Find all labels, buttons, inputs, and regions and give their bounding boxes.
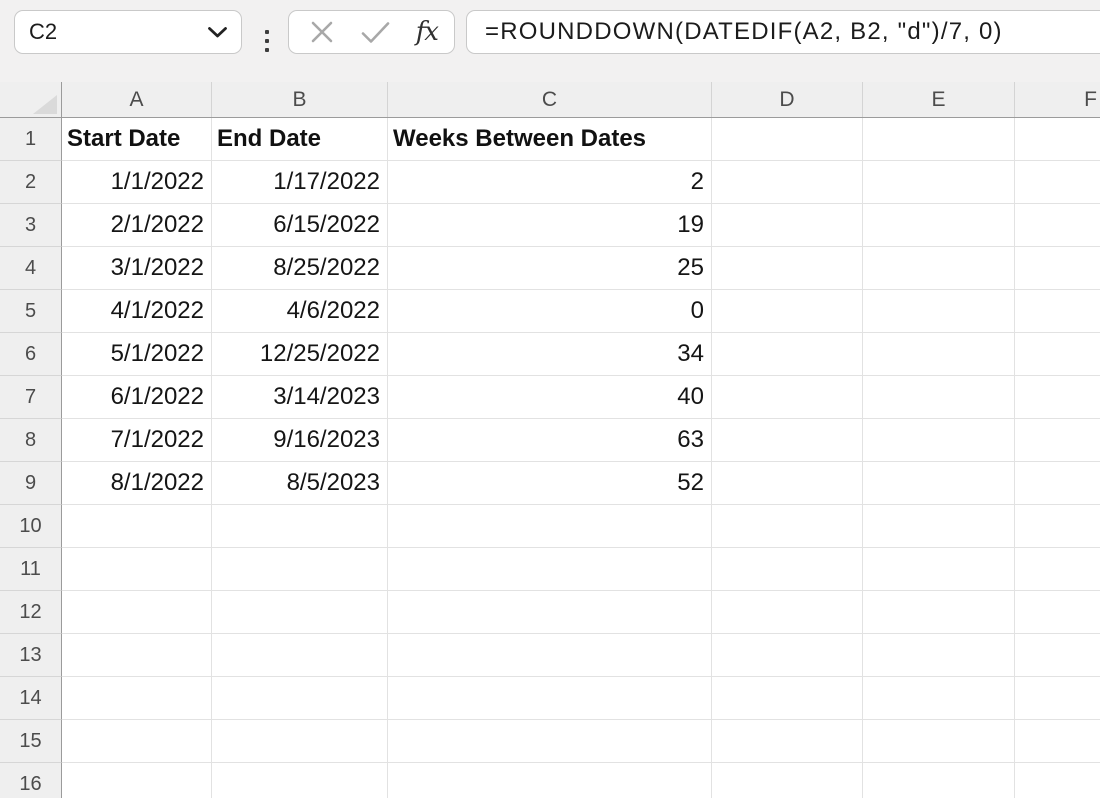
cell-F9[interactable] [1015, 462, 1100, 505]
cell-E6[interactable] [863, 333, 1015, 376]
cell-C13[interactable] [388, 634, 712, 677]
select-all-triangle-icon [33, 95, 57, 114]
sheet-row-3 [0, 204, 1100, 247]
cell-E14[interactable] [863, 677, 1015, 720]
insert-function-icon[interactable]: fx [415, 17, 438, 47]
cell-F14[interactable] [1015, 677, 1100, 720]
cell-B10[interactable] [212, 505, 388, 548]
cell-D7[interactable] [712, 376, 863, 419]
cell-E16[interactable] [863, 763, 1015, 798]
cell-F15[interactable] [1015, 720, 1100, 763]
cell-E2[interactable] [863, 161, 1015, 204]
name-box[interactable] [14, 10, 242, 54]
cell-A5[interactable]: 4/1/2022 [62, 290, 212, 333]
sheet-row-6 [0, 333, 1100, 376]
cell-B11[interactable] [212, 548, 388, 591]
row-header-3[interactable]: 3 [0, 204, 62, 247]
cell-F7[interactable] [1015, 376, 1100, 419]
cell-E4[interactable] [863, 247, 1015, 290]
sheet-row-10 [0, 505, 1100, 548]
cell-C1[interactable]: Weeks Between Dates [388, 118, 712, 161]
cell-B8[interactable]: 9/16/2023 [212, 419, 388, 462]
cell-F11[interactable] [1015, 548, 1100, 591]
cell-D2[interactable] [712, 161, 863, 204]
name-box-value[interactable]: C2 [29, 19, 58, 44]
cell-C10[interactable] [388, 505, 712, 548]
cell-E1[interactable] [863, 118, 1015, 161]
cell-D8[interactable] [712, 419, 863, 462]
cell-D1[interactable] [712, 118, 863, 161]
sheet-row-9 [0, 462, 1100, 505]
formula-text[interactable]: =ROUNDDOWN(DATEDIF(A2, B2, "d")/7, 0) [485, 18, 1003, 45]
formula-action-group [288, 10, 455, 54]
cell-F3[interactable] [1015, 204, 1100, 247]
cell-F5[interactable] [1015, 290, 1100, 333]
cell-E13[interactable] [863, 634, 1015, 677]
cell-D16[interactable] [712, 763, 863, 798]
cell-C7[interactable]: 40 [388, 376, 712, 419]
sheet-row-2 [0, 161, 1100, 204]
sheet-row-15 [0, 720, 1100, 763]
cell-B13[interactable] [212, 634, 388, 677]
sheet-row-5 [0, 290, 1100, 333]
cell-A11[interactable] [62, 548, 212, 591]
cell-C15[interactable] [388, 720, 712, 763]
row-header-15[interactable]: 15 [0, 720, 62, 763]
cell-A4[interactable]: 3/1/2022 [62, 247, 212, 290]
cell-F10[interactable] [1015, 505, 1100, 548]
cell-C8[interactable]: 63 [388, 419, 712, 462]
cell-E12[interactable] [863, 591, 1015, 634]
sheet-row-14 [0, 677, 1100, 720]
cell-C6[interactable]: 34 [388, 333, 712, 376]
sheet-row-7 [0, 376, 1100, 419]
row-header-13[interactable]: 13 [0, 634, 62, 677]
sheet-row-1 [0, 118, 1100, 161]
cell-F2[interactable] [1015, 161, 1100, 204]
row-header-14[interactable]: 14 [0, 677, 62, 720]
formula-bar-chrome [0, 0, 1100, 82]
cell-A6[interactable]: 5/1/2022 [62, 333, 212, 376]
cell-A3[interactable]: 2/1/2022 [62, 204, 212, 247]
sheet-rows [0, 118, 1100, 798]
cell-B1[interactable]: End Date [212, 118, 388, 161]
row-header-2[interactable]: 2 [0, 161, 62, 204]
select-all-button[interactable] [0, 82, 62, 117]
cell-D15[interactable] [712, 720, 863, 763]
column-header-B[interactable]: B [212, 82, 388, 117]
sheet-row-4 [0, 247, 1100, 290]
cell-B15[interactable] [212, 720, 388, 763]
cell-E10[interactable] [863, 505, 1015, 548]
cell-D4[interactable] [712, 247, 863, 290]
formula-bar-input[interactable] [466, 10, 1100, 54]
cell-C2[interactable]: 2 [388, 161, 712, 204]
row-header-1[interactable]: 1 [0, 118, 62, 161]
cell-F13[interactable] [1015, 634, 1100, 677]
cell-B6[interactable]: 12/25/2022 [212, 333, 388, 376]
cell-A12[interactable] [62, 591, 212, 634]
cancel-icon[interactable] [309, 19, 335, 45]
column-header-A[interactable]: A [62, 82, 212, 117]
cell-C4[interactable]: 25 [388, 247, 712, 290]
row-header-12[interactable]: 12 [0, 591, 62, 634]
cell-D6[interactable] [712, 333, 863, 376]
cell-E9[interactable] [863, 462, 1015, 505]
row-header-6[interactable]: 6 [0, 333, 62, 376]
cell-D10[interactable] [712, 505, 863, 548]
cell-C14[interactable] [388, 677, 712, 720]
row-header-16[interactable]: 16 [0, 763, 62, 798]
sheet-row-16 [0, 763, 1100, 798]
cell-D13[interactable] [712, 634, 863, 677]
cell-C3[interactable]: 19 [388, 204, 712, 247]
cell-C16[interactable] [388, 763, 712, 798]
cell-F4[interactable] [1015, 247, 1100, 290]
row-header-4[interactable]: 4 [0, 247, 62, 290]
chevron-down-icon[interactable] [207, 26, 228, 39]
cell-A2[interactable]: 1/1/2022 [62, 161, 212, 204]
sheet-row-12 [0, 591, 1100, 634]
cell-A8[interactable]: 7/1/2022 [62, 419, 212, 462]
formula-bar-resize-handle[interactable] [262, 0, 272, 82]
cell-E3[interactable] [863, 204, 1015, 247]
column-header-E[interactable]: E [863, 82, 1015, 117]
cell-F1[interactable] [1015, 118, 1100, 161]
cell-F6[interactable] [1015, 333, 1100, 376]
cell-A15[interactable] [62, 720, 212, 763]
cell-B3[interactable]: 6/15/2022 [212, 204, 388, 247]
column-header-D[interactable]: D [712, 82, 863, 117]
cell-D14[interactable] [712, 677, 863, 720]
cell-E11[interactable] [863, 548, 1015, 591]
cell-B9[interactable]: 8/5/2023 [212, 462, 388, 505]
cell-A7[interactable]: 6/1/2022 [62, 376, 212, 419]
sheet-row-11 [0, 548, 1100, 591]
cell-D3[interactable] [712, 204, 863, 247]
cell-C5[interactable]: 0 [388, 290, 712, 333]
cell-D11[interactable] [712, 548, 863, 591]
column-header-C[interactable]: C [388, 82, 712, 117]
cell-C12[interactable] [388, 591, 712, 634]
cell-B16[interactable] [212, 763, 388, 798]
row-header-11[interactable]: 11 [0, 548, 62, 591]
cell-B14[interactable] [212, 677, 388, 720]
cell-D9[interactable] [712, 462, 863, 505]
cell-E7[interactable] [863, 376, 1015, 419]
cell-F16[interactable] [1015, 763, 1100, 798]
cell-E8[interactable] [863, 419, 1015, 462]
cell-B4[interactable]: 8/25/2022 [212, 247, 388, 290]
cell-A14[interactable] [62, 677, 212, 720]
sheet-row-8 [0, 419, 1100, 462]
cell-B5[interactable]: 4/6/2022 [212, 290, 388, 333]
row-header-10[interactable]: 10 [0, 505, 62, 548]
column-headers [0, 82, 1100, 118]
cell-F8[interactable] [1015, 419, 1100, 462]
cell-E5[interactable] [863, 290, 1015, 333]
cell-D5[interactable] [712, 290, 863, 333]
enter-check-icon[interactable] [360, 20, 391, 45]
row-header-8[interactable]: 8 [0, 419, 62, 462]
column-header-F[interactable]: F [1015, 82, 1100, 117]
cell-B12[interactable] [212, 591, 388, 634]
cell-C9[interactable]: 52 [388, 462, 712, 505]
cell-A13[interactable] [62, 634, 212, 677]
cell-A16[interactable] [62, 763, 212, 798]
cell-A1[interactable]: Start Date [62, 118, 212, 161]
cell-B7[interactable]: 3/14/2023 [212, 376, 388, 419]
cell-F12[interactable] [1015, 591, 1100, 634]
cell-C11[interactable] [388, 548, 712, 591]
row-header-7[interactable]: 7 [0, 376, 62, 419]
cell-E15[interactable] [863, 720, 1015, 763]
row-header-9[interactable]: 9 [0, 462, 62, 505]
cell-A9[interactable]: 8/1/2022 [62, 462, 212, 505]
cell-B2[interactable]: 1/17/2022 [212, 161, 388, 204]
row-header-5[interactable]: 5 [0, 290, 62, 333]
sheet-row-13 [0, 634, 1100, 677]
cell-A10[interactable] [62, 505, 212, 548]
cell-D12[interactable] [712, 591, 863, 634]
